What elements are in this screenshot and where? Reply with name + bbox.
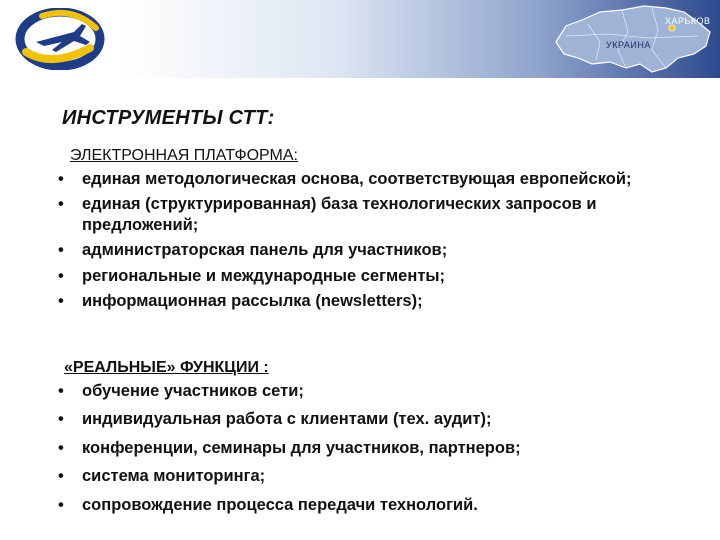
organization-logo bbox=[12, 8, 108, 70]
bullet-icon: • bbox=[58, 410, 64, 428]
list-item-text: обучение участников сети; bbox=[82, 381, 304, 400]
list-item bbox=[56, 438, 706, 459]
list-item bbox=[56, 381, 706, 402]
page-title: ИНСТРУМЕНТЫ СТТ: bbox=[62, 107, 275, 129]
section-electronic-platform bbox=[56, 146, 706, 317]
bullet-list bbox=[56, 381, 706, 516]
list-item-text: региональные и международные сегменты; bbox=[82, 266, 445, 285]
bullet-icon: • bbox=[58, 467, 64, 485]
list-item bbox=[56, 466, 706, 487]
bullet-icon: • bbox=[58, 495, 64, 514]
map-city-label: ХАРЬКОВ bbox=[665, 16, 711, 26]
bullet-icon: • bbox=[58, 195, 64, 213]
list-item bbox=[56, 291, 706, 312]
bullet-icon: • bbox=[58, 292, 64, 310]
list-item bbox=[56, 194, 706, 235]
list-item bbox=[56, 240, 706, 261]
bullet-icon: • bbox=[58, 241, 64, 259]
map-country-label: УКРАИНА bbox=[606, 40, 651, 50]
bullet-icon: • bbox=[58, 381, 64, 400]
list-item-text: администраторская панель для участников; bbox=[82, 241, 448, 259]
bullet-icon: • bbox=[58, 438, 64, 457]
list-item bbox=[56, 495, 706, 516]
list-item-text: единая методологическая основа, соответствующая европейской; bbox=[82, 169, 632, 188]
list-item-text: конференции, семинары для участников, партнеров; bbox=[82, 438, 521, 457]
list-item bbox=[56, 169, 706, 190]
section-real-functions bbox=[56, 358, 706, 523]
list-item-text: система мониторинга; bbox=[82, 467, 266, 485]
bullet-icon: • bbox=[58, 169, 64, 188]
list-item bbox=[56, 266, 706, 287]
header-band bbox=[0, 0, 720, 80]
list-item-text: информационная рассылка (newsletters); bbox=[82, 292, 423, 310]
list-item-text: сопровождение процесса передачи технологий. bbox=[82, 495, 478, 514]
list-item-text: единая (структурированная) база технологических запросов и предложений; bbox=[82, 195, 597, 234]
section-heading: ЭЛЕКТРОННАЯ ПЛАТФОРМА: bbox=[70, 147, 298, 164]
list-item-text: индивидуальная работа с клиентами (тех. аудит); bbox=[82, 410, 492, 428]
section-heading: «РЕАЛЬНЫЕ» ФУНКЦИИ : bbox=[64, 359, 269, 376]
bullet-list bbox=[56, 169, 706, 312]
list-item bbox=[56, 409, 706, 430]
bullet-icon: • bbox=[58, 266, 64, 285]
